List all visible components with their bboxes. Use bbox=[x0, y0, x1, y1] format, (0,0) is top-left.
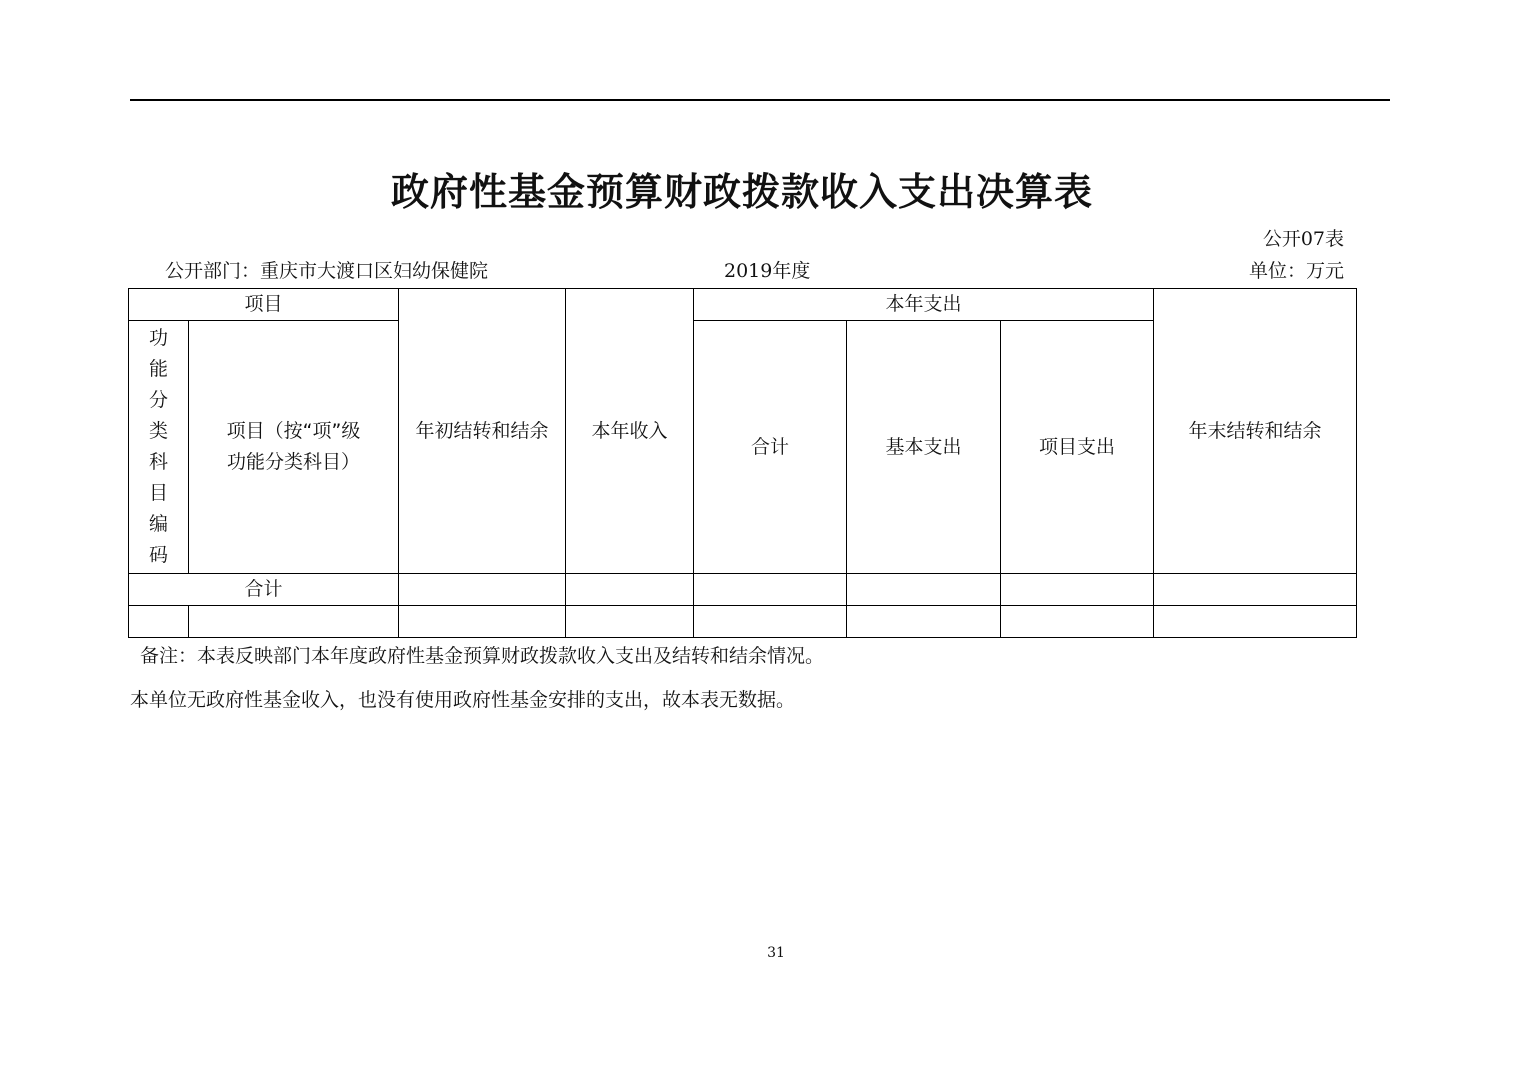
header-project-item: 项目（按“项”级功能分类科目） bbox=[189, 321, 399, 574]
cell-empty bbox=[566, 606, 694, 638]
total-label: 合计 bbox=[129, 574, 399, 606]
unit-label: 单位：万元 bbox=[1248, 260, 1344, 282]
note-no-data: 本单位无政府性基金收入，也没有使用政府性基金安排的支出，故本表无数据。 bbox=[130, 689, 796, 711]
page-title: 政府性基金预算财政拨款收入支出决算表 bbox=[390, 170, 1093, 214]
cell-empty bbox=[847, 606, 1001, 638]
cell-empty bbox=[399, 574, 566, 606]
header-func-code: 功能分类科目编码 bbox=[129, 321, 189, 574]
cell-empty bbox=[694, 574, 847, 606]
header-begin-balance: 年初结转和结余 bbox=[399, 289, 566, 574]
cell-empty bbox=[1001, 606, 1154, 638]
cell-empty bbox=[399, 606, 566, 638]
department-label: 公开部门：重庆市大渡口区妇幼保健院 bbox=[165, 260, 489, 282]
note-remark: 备注：本表反映部门本年度政府性基金预算财政拨款收入支出及结转和结余情况。 bbox=[140, 645, 825, 667]
fiscal-year: 2019年度 bbox=[724, 260, 811, 282]
header-exp-project: 项目支出 bbox=[1001, 321, 1154, 574]
table-row bbox=[129, 606, 1357, 638]
cell-empty bbox=[1154, 574, 1357, 606]
cell-empty bbox=[1154, 606, 1357, 638]
form-number: 公开07表 bbox=[1262, 228, 1344, 250]
header-end-balance: 年末结转和结余 bbox=[1154, 289, 1357, 574]
header-exp-basic: 基本支出 bbox=[847, 321, 1001, 574]
header-income: 本年收入 bbox=[566, 289, 694, 574]
budget-table bbox=[128, 288, 1357, 638]
cell-empty bbox=[189, 606, 399, 638]
total-row bbox=[129, 574, 1357, 606]
top-rule bbox=[130, 99, 1390, 101]
header-row-1 bbox=[129, 289, 1357, 321]
header-exp-total: 合计 bbox=[694, 321, 847, 574]
header-expenditure: 本年支出 bbox=[694, 289, 1154, 321]
cell-empty bbox=[566, 574, 694, 606]
page-number: 31 bbox=[767, 945, 785, 961]
cell-empty bbox=[1001, 574, 1154, 606]
cell-empty bbox=[129, 606, 189, 638]
cell-empty bbox=[847, 574, 1001, 606]
cell-empty bbox=[694, 606, 847, 638]
header-project: 项目 bbox=[129, 289, 399, 321]
